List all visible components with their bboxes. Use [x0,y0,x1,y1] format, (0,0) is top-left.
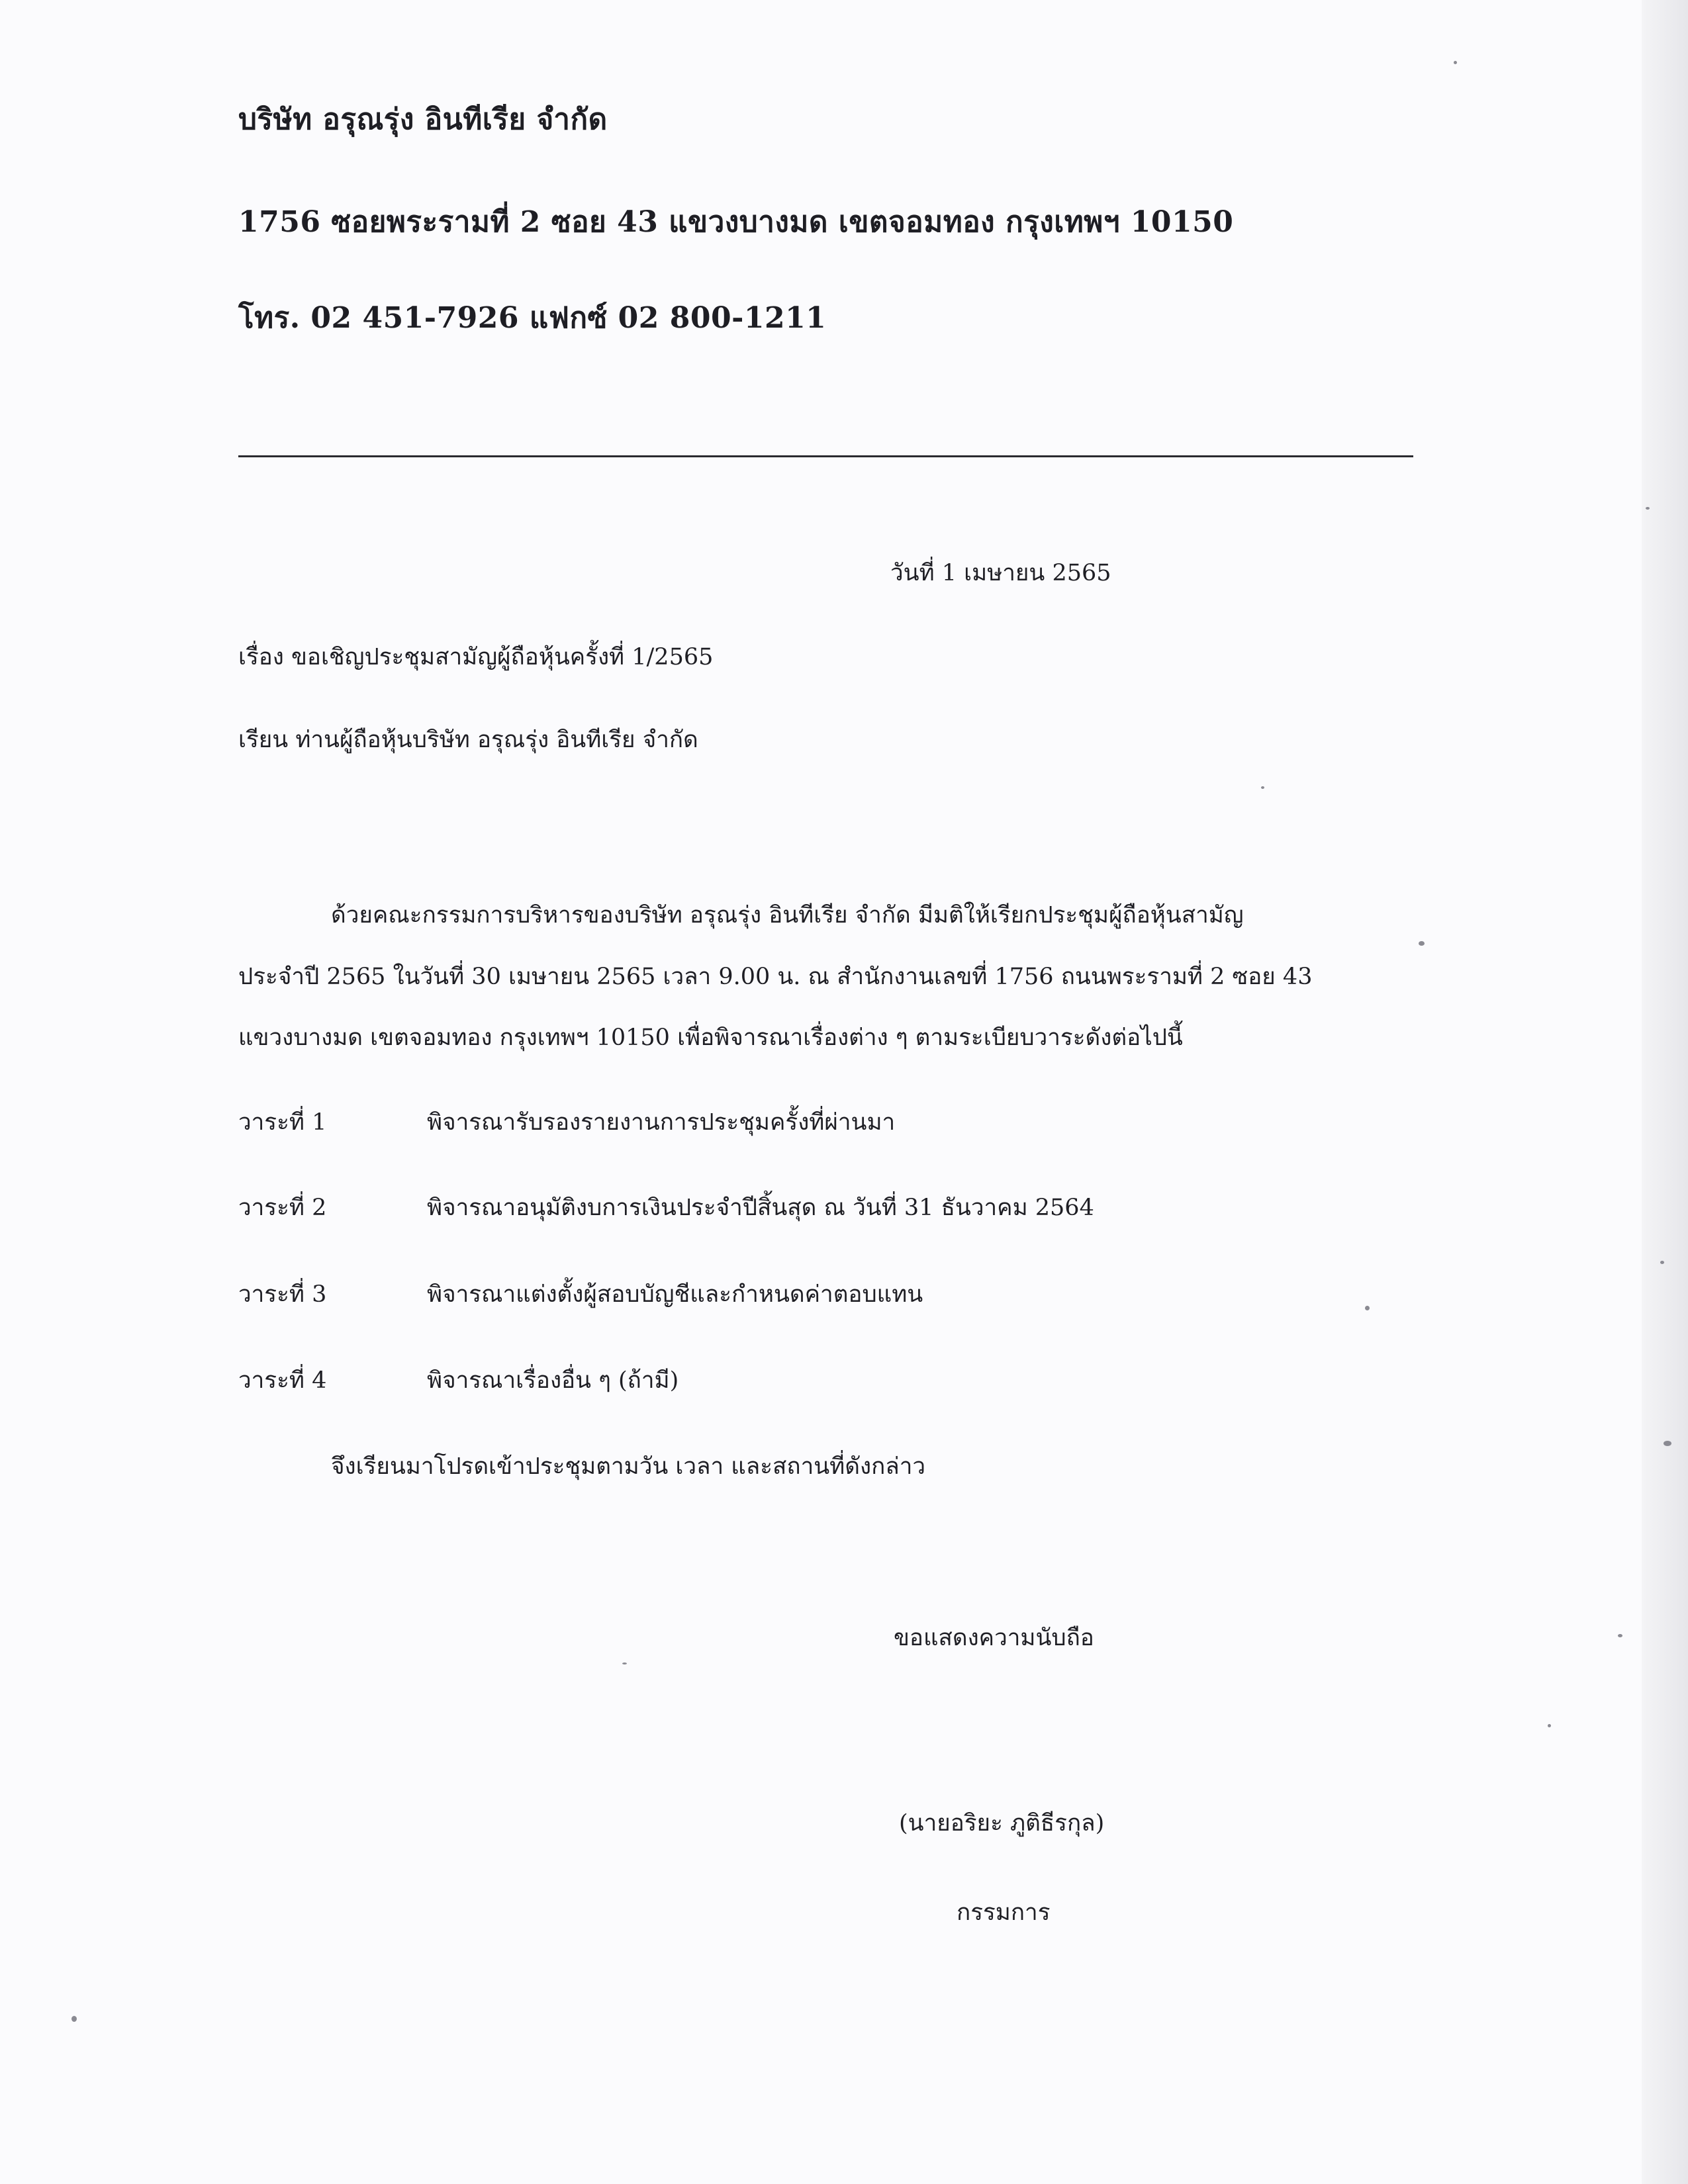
regards: ขอแสดงความนับถือ [894,1625,1094,1651]
scan-speck [1365,1306,1370,1310]
letter-date: วันที่ 1 เมษายน 2565 [890,560,1111,586]
scan-speck [622,1662,627,1664]
company-contact: โทร. 02 451-7926 แฟกซ์ 02 800-1211 [238,301,827,335]
scan-speck [1664,1441,1671,1446]
agenda-item-label: วาระที่ 4 [238,1367,327,1394]
agenda-item-text: พิจารณาแต่งตั้งผู้สอบบัญชีและกำหนดค่าตอบแทน [427,1281,923,1308]
closing-line: จึงเรียนมาโปรดเข้าประชุมตามวัน เวลา และสถานที่ดังกล่าว [331,1453,926,1480]
agenda-item-label: วาระที่ 2 [238,1195,327,1221]
letter-subject: เรื่อง ขอเชิญประชุมสามัญผู้ถือหุ้นครั้งที่ 1/2565 [238,644,714,670]
scan-speck [1646,507,1650,510]
company-name: บริษัท อรุณรุ่ง อินทีเรีย จำกัด [238,103,608,136]
scan-page-edge [1642,0,1688,2184]
letterhead-divider [238,455,1413,457]
agenda-item-text: พิจารณาเรื่องอื่น ๆ (ถ้ามี) [427,1367,679,1394]
scan-speck [1548,1724,1551,1727]
agenda-item-label: วาระที่ 1 [238,1109,327,1136]
agenda-item-text: พิจารณาอนุมัติงบการเงินประจำปีสิ้นสุด ณ วันที่ 31 ธันวาคม 2564 [427,1195,1094,1221]
letter-recipient: เรียน ท่านผู้ถือหุ้นบริษัท อรุณรุ่ง อินทีเรีย จำกัด [238,727,698,753]
scan-speck [1660,1261,1664,1264]
agenda-item-text: พิจารณารับรองรายงานการประชุมครั้งที่ผ่านมา [427,1109,896,1136]
body-line: แขวงบางมด เขตจอมทอง กรุงเทพฯ 10150 เพื่อพิจารณาเรื่องต่าง ๆ ตามระเบียบวาระดังต่อไปนี้ [238,1024,1183,1051]
scan-speck [1261,786,1264,789]
signer-name: (นายอริยะ ภูติธีรกุล) [899,1810,1105,1837]
scan-speck [1618,1634,1622,1637]
signer-position: กรรมการ [957,1899,1051,1926]
agenda-item-label: วาระที่ 3 [238,1281,327,1308]
scan-speck [71,2016,77,2022]
body-line: ประจำปี 2565 ในวันที่ 30 เมษายน 2565 เวลา 9.00 น. ณ สำนักงานเลขที่ 1756 ถนนพระรามที่ 2 ซอย 43 [238,964,1313,990]
scan-speck [1419,941,1425,946]
body-line: ด้วยคณะกรรมการบริหารของบริษัท อรุณรุ่ง อินทีเรีย จำกัด มีมติให้เรียกประชุมผู้ถือหุ้นสามัญ [331,902,1244,929]
company-address: 1756 ซอยพระรามที่ 2 ซอย 43 แขวงบางมด เขตจอมทอง กรุงเทพฯ 10150 [238,205,1234,239]
scan-speck [1454,61,1457,64]
